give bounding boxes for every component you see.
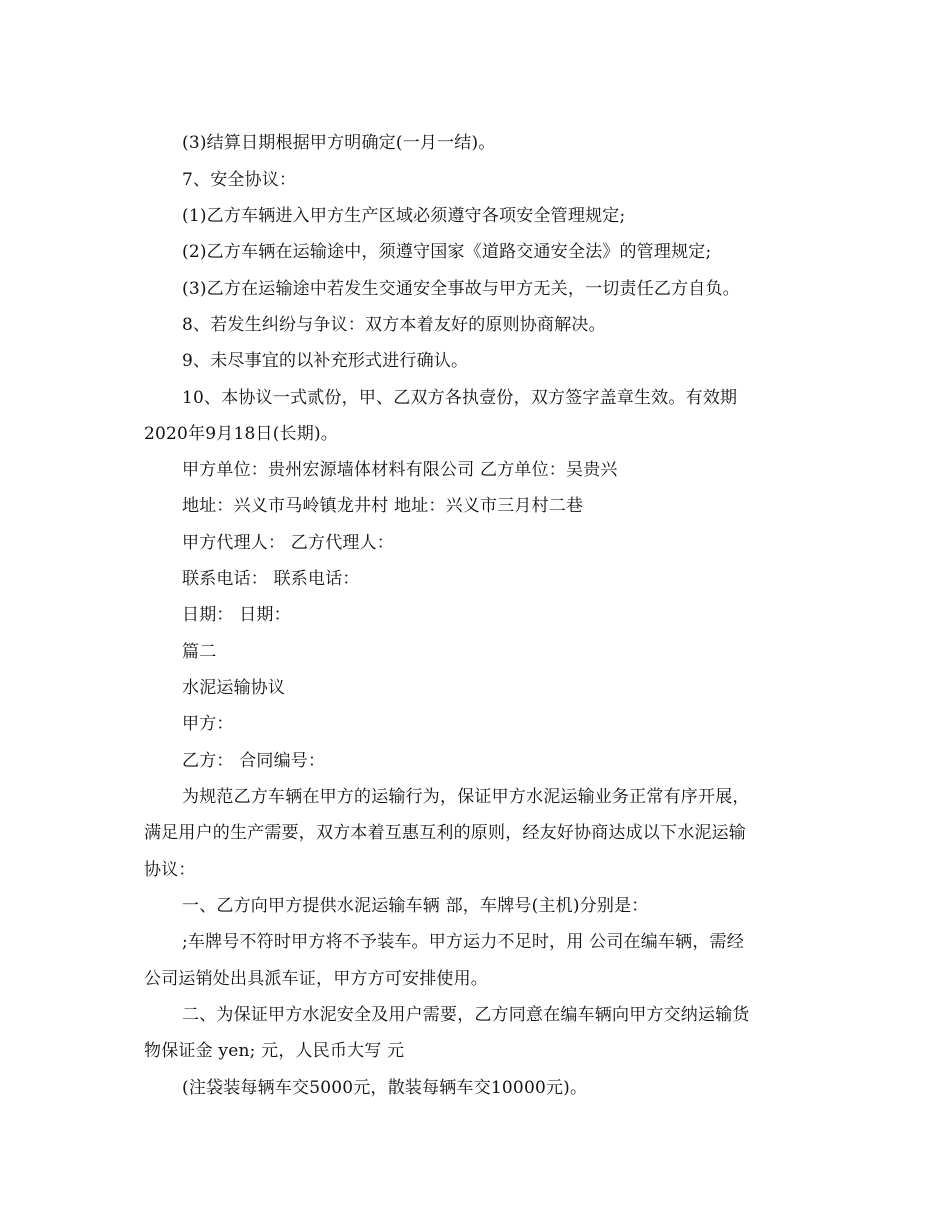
text-line: 联系电话： 联系电话： (182, 569, 360, 589)
text-line: 2020年9月18日(长期)。 (144, 424, 338, 444)
text-line: 8、若发生纠纷与争议：双方本着友好的原则协商解决。 (182, 315, 606, 335)
text-line: 二、为保证甲方水泥安全及用户需要，乙方同意在编车辆向甲方交纳运输货 (182, 1005, 750, 1025)
text-line: 一、乙方向甲方提供水泥运输车辆 部，车牌号(主机)分别是： (182, 896, 649, 916)
text-line: (1)乙方车辆进入甲方生产区域必须遵守各项安全管理规定; (182, 206, 626, 226)
text-line: (3)结算日期根据甲方明确定(一月一结)。 (182, 133, 496, 153)
text-line: 甲方： (182, 714, 234, 734)
text-line: 7、安全协议： (182, 170, 297, 190)
text-line: 为规范乙方车辆在甲方的运输行为，保证甲方水泥运输业务正常有序开展， (182, 787, 750, 807)
text-line: ;车牌号不符时甲方将不予装车。甲方运力不足时，用 公司在编车辆，需经 (182, 932, 744, 952)
text-line: 地址：兴义市马岭镇龙井村 地址：兴义市三月村二巷 (182, 496, 584, 516)
text-line: 乙方： 合同编号： (182, 751, 326, 771)
text-line: 协议： (144, 860, 196, 880)
text-line: (2)乙方车辆在运输途中，须遵守国家《道路交通安全法》的管理规定; (182, 242, 712, 262)
text-line: 甲方代理人： 乙方代理人： (182, 533, 395, 553)
text-line: 满足用户的生产需要，双方本着互惠互利的原则，经友好协商达成以下水泥运输 (144, 823, 746, 843)
text-line: 物保证金 yen; 元，人民币大写 元 (144, 1041, 405, 1061)
text-line: 10、本协议一式贰份，甲、乙双方各执壹份，双方签字盖章生效。有效期 (182, 388, 738, 408)
text-line: (注袋装每辆车交5000元，散装每辆车交10000元)。 (182, 1078, 588, 1098)
section-heading: 篇二 (182, 642, 217, 662)
text-line: 公司运销处出具派车证，甲方方可安排使用。 (144, 969, 488, 989)
text-line: 甲方单位：贵州宏源墙体材料有限公司 乙方单位：吴贵兴 (182, 460, 618, 480)
text-line: 日期： 日期： (182, 605, 291, 625)
document-title: 水泥运输协议 (182, 678, 286, 698)
text-line: 9、未尽事宜的以补充形式进行确认。 (182, 351, 469, 371)
text-line: (3)乙方在运输途中若发生交通安全事故与甲方无关，一切责任乙方自负。 (182, 279, 740, 299)
